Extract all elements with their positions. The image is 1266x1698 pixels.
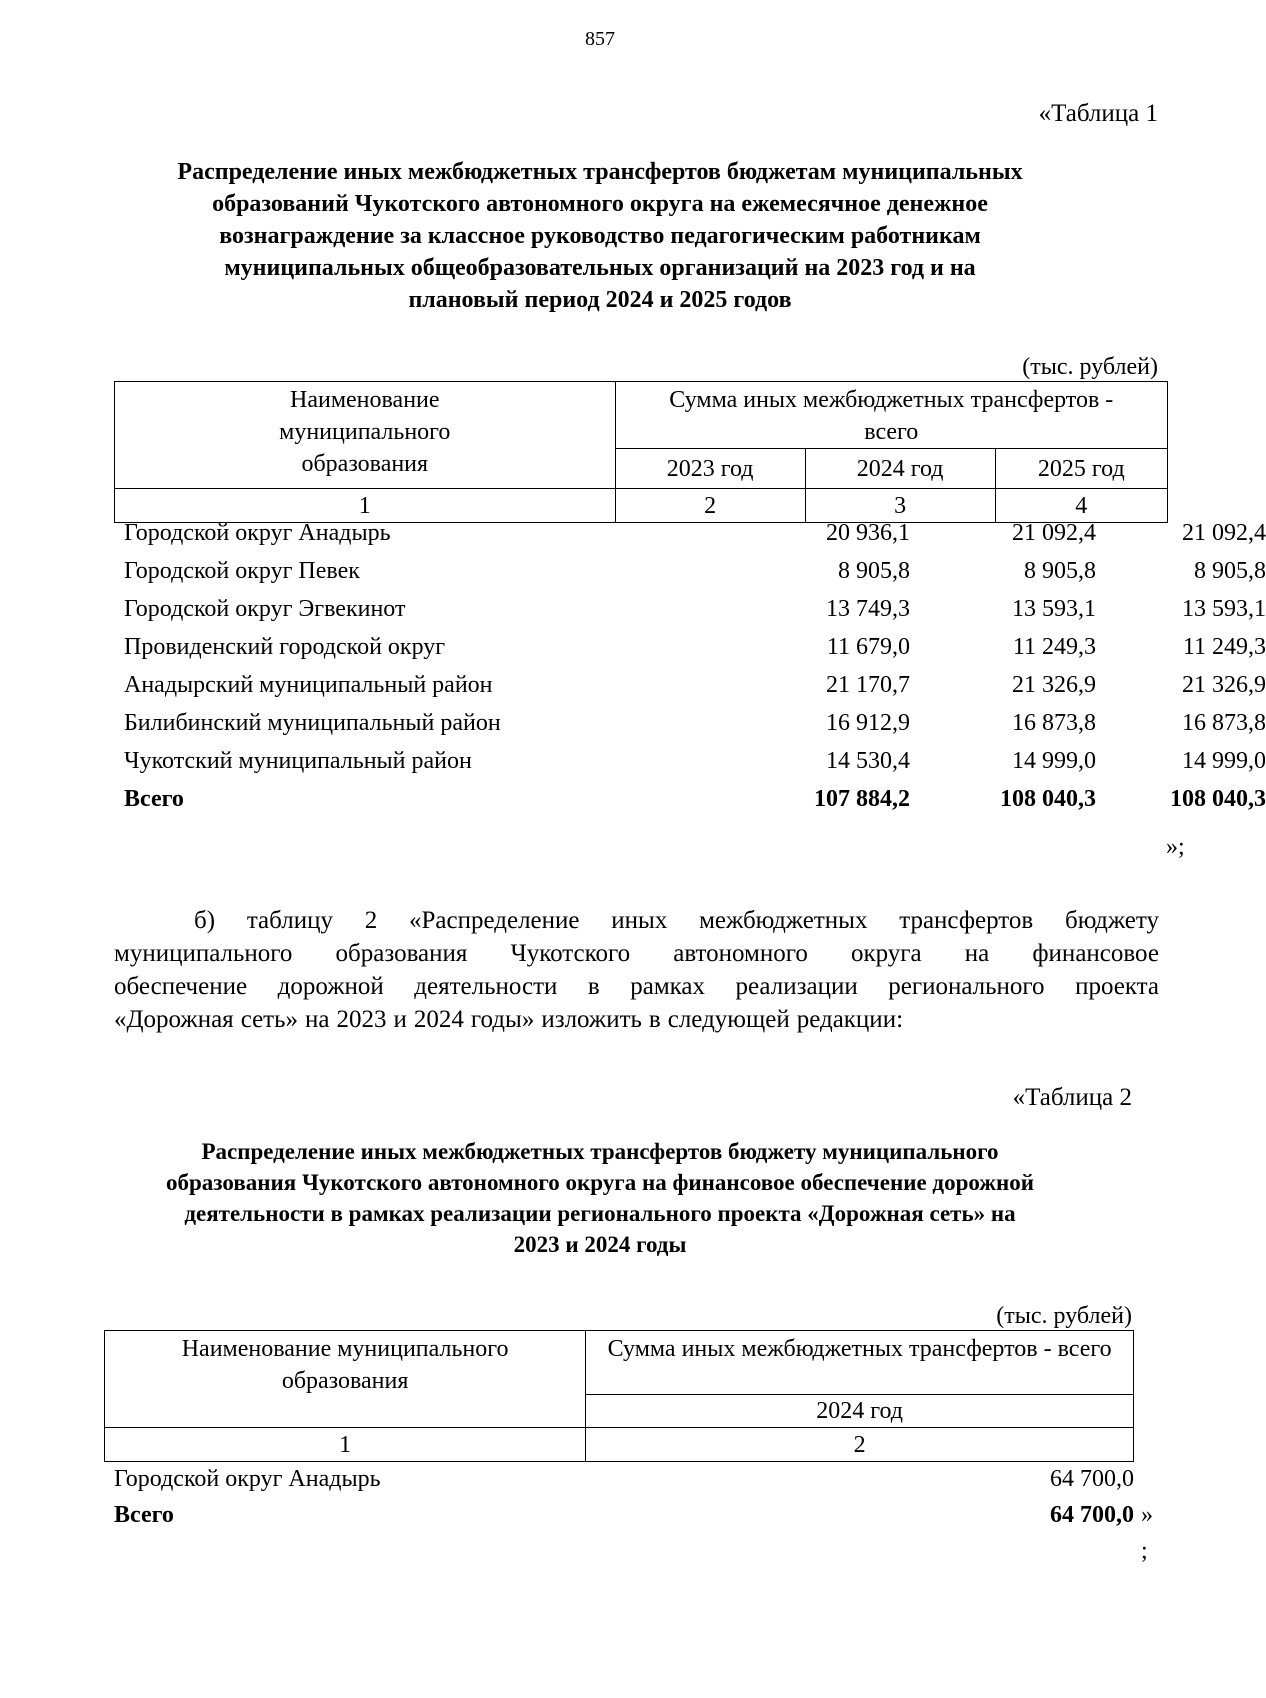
row-value-2023: 16 912,9 [826,710,910,736]
table1-body [124,520,1266,824]
row-value-2024: 21 326,9 [1012,672,1096,698]
row-value-2024: 8 905,8 [1024,558,1096,584]
table2-year-header: 2024 год [586,1395,1134,1428]
table1-year-header: 2025 год [995,449,1167,489]
row-value-2024: 11 249,3 [1012,634,1096,660]
paragraph-line: муниципального образования Чукотского автономного округа на финансовое [114,940,1159,967]
row-name: Анадырский муниципальный район [124,672,493,698]
row-value-2025: 21 092,4 [1182,520,1266,546]
table1-title-line: вознаграждение за классное руководство педагогическим работникам [219,223,981,249]
table-row [114,1466,1134,1502]
total-label: Всего [124,786,184,812]
row-value-2024: 16 873,8 [1012,710,1096,736]
table2-units: (тыс. рублей) [996,1303,1132,1329]
table1-label: «Таблица 1 [1038,100,1158,127]
paragraph-line: б) таблицу 2 «Распределение иных межбюджетных трансфертов бюджету [194,907,1159,934]
table1-title-line: муниципальных общеобразовательных организаций на 2023 год и на [224,255,976,281]
row-value-2024: 13 593,1 [1012,596,1096,622]
table1-sum-header: Сумма иных межбюджетных трансфертов - всего [615,382,1167,449]
row-value-2023: 8 905,8 [838,558,910,584]
row-value-2025: 14 999,0 [1182,748,1266,774]
table2-title [60,1136,1140,1260]
total-value-2024: 108 040,3 [1000,786,1096,812]
row-value-2025: 8 905,8 [1194,558,1266,584]
row-value-2023: 20 936,1 [826,520,910,546]
row-value-2025: 11 249,3 [1182,634,1266,660]
table2-label: «Таблица 2 [1012,1084,1132,1111]
table2-title-line: образования Чукотского автономного округа на финансовое обеспечение дорожной [166,1170,1034,1195]
table1-header [114,381,1168,523]
row-value-2024: 64 700,0 [1050,1466,1134,1492]
row-value-2025: 16 873,8 [1182,710,1266,736]
table2-index-cell: 2 [586,1428,1134,1462]
table2-closing-quote: » [1141,1502,1153,1528]
row-name: Городской округ Анадырь [124,520,391,546]
table1-index-cell: 2 [615,489,805,523]
table1-index-cell: 3 [805,489,995,523]
table-row [124,748,1266,786]
table1-title-line: Распределение иных межбюджетных трансфертов бюджетам муниципальных [177,159,1023,185]
table-row [124,596,1266,634]
table1-title [60,156,1140,316]
row-name: Провиденский городской округ [124,634,446,660]
row-name: Чукотский муниципальный район [124,748,472,774]
table1-name-header: Наименование муниципального образования [115,382,616,489]
total-value-2024: 64 700,0 [1050,1502,1134,1528]
table1-title-line: образований Чукотского автономного округа на ежемесячное денежное [212,191,988,217]
table2-header [104,1330,1134,1462]
amendment-paragraph [114,904,1159,1036]
total-value-2023: 107 884,2 [814,786,910,812]
row-value-2024: 21 092,4 [1012,520,1096,546]
table2-title-line: деятельности в рамках реализации регионального проекта «Дорожная сеть» на [184,1201,1016,1226]
table2-name-header: Наименование муниципального образования [105,1331,586,1428]
row-name: Билибинский муниципальный район [124,710,501,736]
row-name: Городской округ Эгвекинот [124,596,406,622]
table1-closing: »; [1166,834,1185,860]
total-label: Всего [114,1502,174,1528]
paragraph-line: «Дорожная сеть» на 2023 и 2024 годы» изложить в следующей редакции: [114,1006,904,1033]
table-row [124,672,1266,710]
total-row [114,1502,1134,1540]
table1-index-cell: 1 [115,489,616,523]
table-row [124,710,1266,748]
row-value-2024: 14 999,0 [1012,748,1096,774]
row-value-2023: 13 749,3 [826,596,910,622]
row-name: Городской округ Анадырь [114,1466,381,1492]
table2-sum-header: Сумма иных межбюджетных трансфертов - всего [586,1331,1134,1395]
row-name: Городской округ Певек [124,558,360,584]
table2-title-line: Распределение иных межбюджетных трансфертов бюджету муниципального [201,1139,999,1164]
table1-year-header: 2023 год [615,449,805,489]
table1-year-header: 2024 год [805,449,995,489]
total-row [124,786,1266,824]
row-value-2023: 14 530,4 [826,748,910,774]
table2-index-cell: 1 [105,1428,586,1462]
table1-units: (тыс. рублей) [1022,354,1158,380]
row-value-2025: 21 326,9 [1182,672,1266,698]
table2-closing-semicolon: ; [1141,1538,1148,1564]
total-value-2025: 108 040,3 [1170,786,1266,812]
row-value-2025: 13 593,1 [1182,596,1266,622]
page-number: 857 [585,28,615,50]
table-row [124,558,1266,596]
row-value-2023: 21 170,7 [826,672,910,698]
table-row [124,634,1266,672]
table1-index-cell: 4 [995,489,1167,523]
table2-body [114,1466,1134,1540]
table2-title-line: 2023 и 2024 годы [513,1232,687,1257]
paragraph-line: обеспечение дорожной деятельности в рамках реализации регионального проекта [114,973,1159,1000]
row-value-2023: 11 679,0 [826,634,910,660]
table1-title-line: плановый период 2024 и 2025 годов [408,287,792,313]
table-row [124,520,1266,558]
